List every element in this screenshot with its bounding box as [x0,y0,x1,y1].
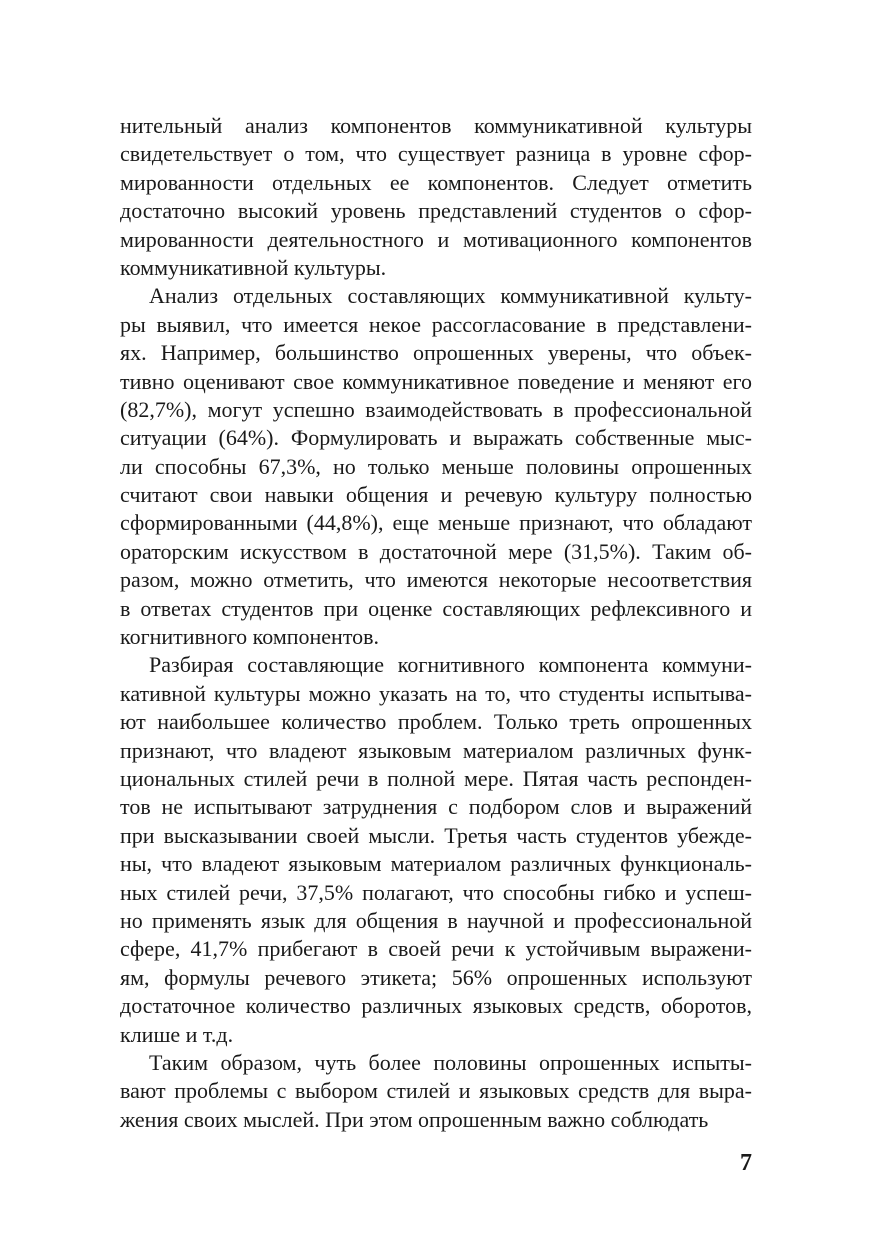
text-line: нительный анализ компонентов коммуникативной культуры [120,113,752,138]
text-line: Разбирая составляющие когнитивного компонента коммуни- [149,652,752,678]
text-line: свидетельствует о том, что существует разница в уровне сфор- [120,141,752,167]
paragraph [120,112,752,282]
text-line: ях. Например, большинство опрошенных уверены, что объек- [120,340,752,366]
text-line: ситуации (64%). Формулировать и выражать собственные мыс- [120,425,752,451]
text-line: мированности деятельностного и мотивационного компонентов [120,226,752,252]
text-line: Таким образом, чуть более половины опрошенных испыты- [149,1049,752,1075]
text-line: ораторским искусством в достаточной мере (31,5%). Таким об- [120,538,752,564]
text-line: при высказывании своей мысли. Третья часть студентов убежде- [120,822,752,848]
text-line: ям, формулы речевого этикета; 56% опрошенных используют [120,964,752,990]
text-line: жения своих мыслей. При этом опрошенным важно соблюдать [120,1106,709,1132]
text-line: ны, что владеют языковым материалом различных функциональ- [120,851,752,877]
paragraph [120,651,752,1048]
text-line: ных стилей речи, 37,5% полагают, что способны гибко и успеш- [120,879,752,905]
text-line: (82,7%), могут успешно взаимодействовать в профессиональной [120,396,752,422]
text-line: достаточно высокий уровень представлений студентов о сфор- [120,198,752,224]
text-line: считают свои навыки общения и речевую культуру полностью [120,482,752,508]
text-line: клише и т.д. [120,1021,234,1047]
text-line: сфере, 41,7% прибегают в своей речи к устойчивым выражени- [120,936,752,962]
text-line: но применять язык для общения в научной и профессиональной [120,907,752,933]
paragraph [120,282,752,651]
text-line: ры выявил, что имеется некое рассогласование в представлени- [120,311,752,337]
text-line: тивно оценивают свое коммуникативное поведение и меняют его [120,368,752,394]
text-line: разом, можно отметить, что имеются некоторые несоответствия [120,567,752,593]
text-line: достаточное количество различных языковых средств, оборотов, [120,993,752,1019]
text-line: коммуникативной культуры. [120,254,387,280]
text-line: циональных стилей речи в полной мере. Пятая часть респонден- [120,765,752,791]
text-line: мированности отдельных ее компонентов. Следует отметить [120,169,752,195]
text-line: ли способны 67,3%, но только меньше половины опрошенных [120,453,752,479]
paragraph [120,1049,752,1134]
text-line: вают проблемы с выбором стилей и языковых средств для выра- [120,1078,752,1104]
text-line: в ответах студентов при оценке составляющих рефлексивного и [120,595,752,621]
text-line: ют наибольшее количество проблем. Только треть опрошенных [120,709,752,735]
text-line: тов не испытывают затруднения с подбором слов и выражений [120,794,752,820]
text-line: признают, что владеют языковым материалом различных функ- [120,737,752,763]
text-line: когнитивного компонентов. [120,624,380,650]
text-line: Анализ отдельных составляющих коммуникативной культу- [149,283,752,309]
body-text [120,112,752,1134]
text-line: кативной культуры можно указать на то, что студенты испытыва- [120,680,752,706]
page-number: 7 [740,1150,752,1176]
text-line: сформированными (44,8%), еще меньше признают, что обладают [120,510,752,536]
